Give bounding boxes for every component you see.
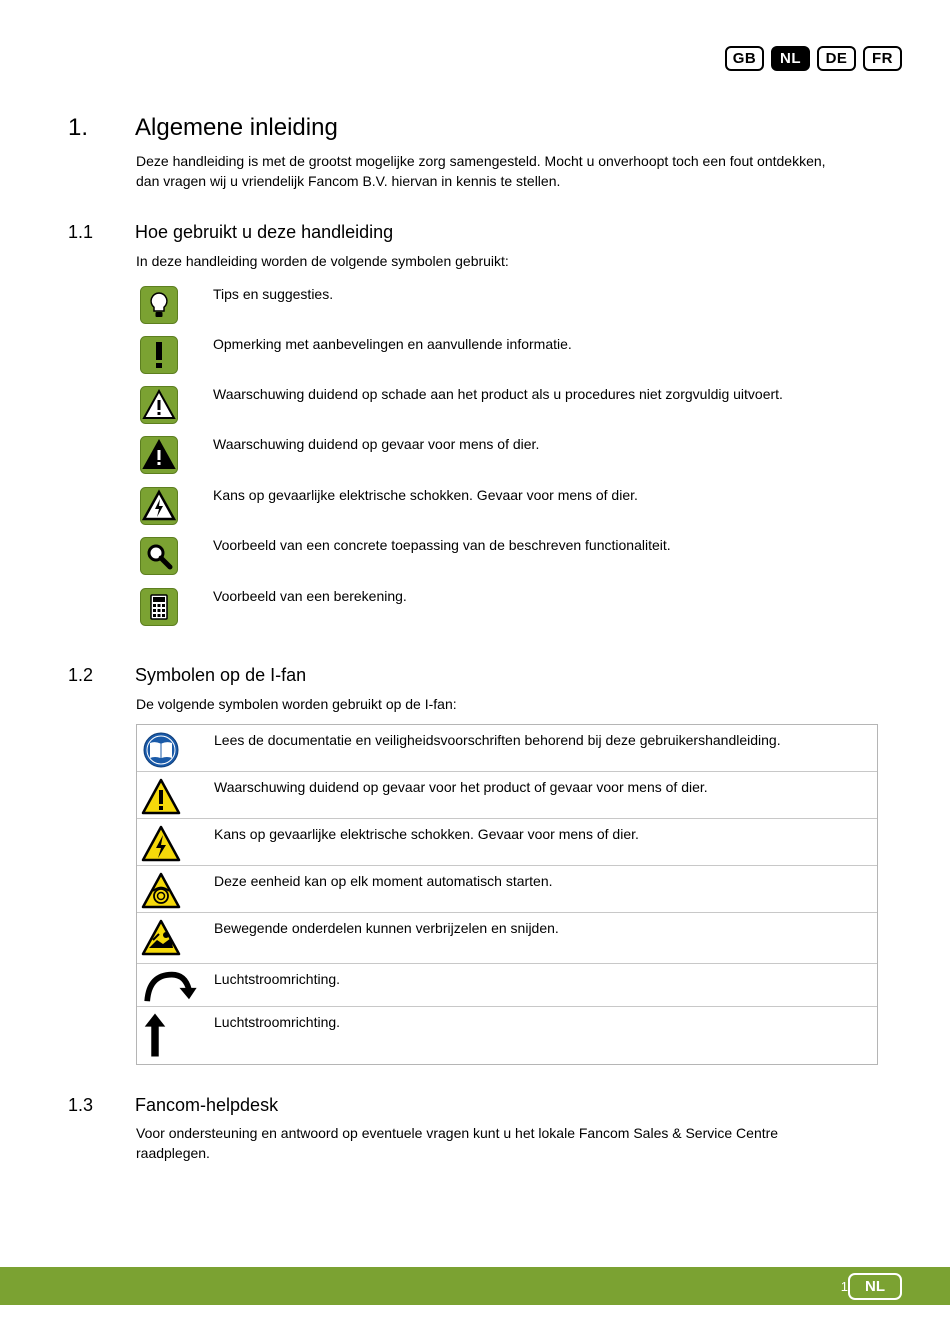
section-number: 1.3	[68, 1095, 94, 1115]
section-1-3-text	[136, 1124, 866, 1163]
exclamation-icon	[140, 336, 178, 374]
section-title: Algemene inleiding	[135, 114, 338, 141]
table-row	[137, 819, 877, 866]
up-arrow-icon	[141, 1011, 169, 1059]
magnifier-icon	[140, 537, 178, 575]
symbol-description: Kans op gevaarlijke elektrische schokken. Gevaar voor mens of dier.	[213, 487, 638, 503]
warning-outline-icon	[140, 386, 178, 424]
symbol-description: Bewegende onderdelen kunnen verbrijzelen en snijden.	[214, 920, 559, 936]
section-1-2-heading	[68, 665, 306, 686]
page-number: 1	[840, 1279, 848, 1294]
electric-shock-icon	[140, 487, 178, 525]
section-1-heading	[68, 114, 338, 142]
symbol-row	[140, 537, 860, 577]
section-number: 1.	[68, 114, 89, 141]
warning-filled-icon	[140, 436, 178, 474]
footer-language-badge: NL	[848, 1273, 902, 1300]
language-selector	[725, 46, 902, 71]
ifan-symbols-table	[136, 724, 878, 1065]
table-row	[137, 866, 877, 913]
table-row	[137, 725, 877, 772]
symbol-description: Waarschuwing duidend op gevaar voor mens of dier.	[213, 436, 540, 452]
symbol-description: Deze eenheid kan op elk moment automatisch starten.	[214, 873, 553, 889]
table-row	[137, 1007, 877, 1064]
table-row	[137, 772, 877, 819]
text-line: dan vragen wij u vriendelijk Fancom B.V. hiervan in kennis te stellen.	[136, 172, 561, 189]
section-1-text	[136, 152, 866, 191]
symbol-description: Waarschuwing duidend op gevaar voor het product of gevaar voor mens of dier.	[214, 779, 708, 795]
table-row	[137, 964, 877, 1007]
section-title: Hoe gebruikt u deze handleiding	[135, 222, 394, 242]
text-line: Deze handleiding is met de grootst mogelijke zorg samengesteld. Mocht u onverhoopt toch een fout ontdekken,	[136, 153, 826, 169]
section-1-1-heading	[68, 222, 393, 243]
text-line: Voor ondersteuning en antwoord op eventuele vragen kunt u het lokale Fancom Sales & Service Centre	[136, 1125, 779, 1141]
section-title: Symbolen op de I-fan	[135, 665, 307, 685]
lang-de-button[interactable]: DE	[817, 46, 856, 71]
section-1-1-intro: In deze handleiding worden de volgende symbolen gebruikt:	[136, 253, 509, 269]
symbol-description: Voorbeeld van een berekening.	[213, 588, 407, 604]
lang-gb-button[interactable]: GB	[725, 46, 764, 71]
symbol-description: Opmerking met aanbevelingen en aanvullende informatie.	[213, 336, 572, 352]
symbol-row	[140, 588, 860, 628]
general-warning-icon	[141, 777, 181, 817]
curved-arrow-icon	[141, 967, 199, 1005]
symbol-row	[140, 336, 860, 376]
section-title: Fancom-helpdesk	[135, 1095, 279, 1115]
symbol-description: Lees de documentatie en veiligheidsvoorschriften behorend bij deze gebruikershandleiding.	[214, 732, 781, 748]
symbol-row	[140, 487, 860, 527]
symbol-row	[140, 286, 860, 326]
symbol-description: Kans op gevaarlijke elektrische schokken. Gevaar voor mens of dier.	[214, 826, 639, 842]
symbol-row	[140, 436, 860, 476]
calculator-icon	[140, 588, 178, 626]
section-number: 1.1	[68, 222, 94, 242]
lang-fr-button[interactable]: FR	[863, 46, 902, 71]
read-manual-icon	[141, 730, 181, 770]
symbol-description: Voorbeeld van een concrete toepassing van de beschreven functionaliteit.	[213, 537, 671, 553]
footer-bar	[0, 1267, 950, 1305]
text-line: raadplegen.	[136, 1144, 210, 1161]
symbol-description: Luchtstroomrichting.	[214, 971, 341, 987]
section-number: 1.2	[68, 665, 94, 685]
auto-start-icon	[141, 871, 181, 911]
section-1-2-intro: De volgende symbolen worden gebruikt op de I-fan:	[136, 696, 457, 712]
lang-nl-button[interactable]: NL	[771, 46, 810, 71]
moving-parts-icon	[141, 918, 181, 958]
symbol-row	[140, 386, 860, 426]
high-voltage-icon	[141, 824, 181, 864]
table-row	[137, 913, 877, 964]
section-1-3-heading	[68, 1095, 278, 1116]
symbol-description: Tips en suggesties.	[213, 286, 334, 302]
symbol-description: Luchtstroomrichting.	[214, 1014, 341, 1030]
lightbulb-icon	[140, 286, 178, 324]
symbol-description: Waarschuwing duidend op schade aan het product als u procedures niet zorgvuldig uitvoert.	[213, 386, 783, 402]
